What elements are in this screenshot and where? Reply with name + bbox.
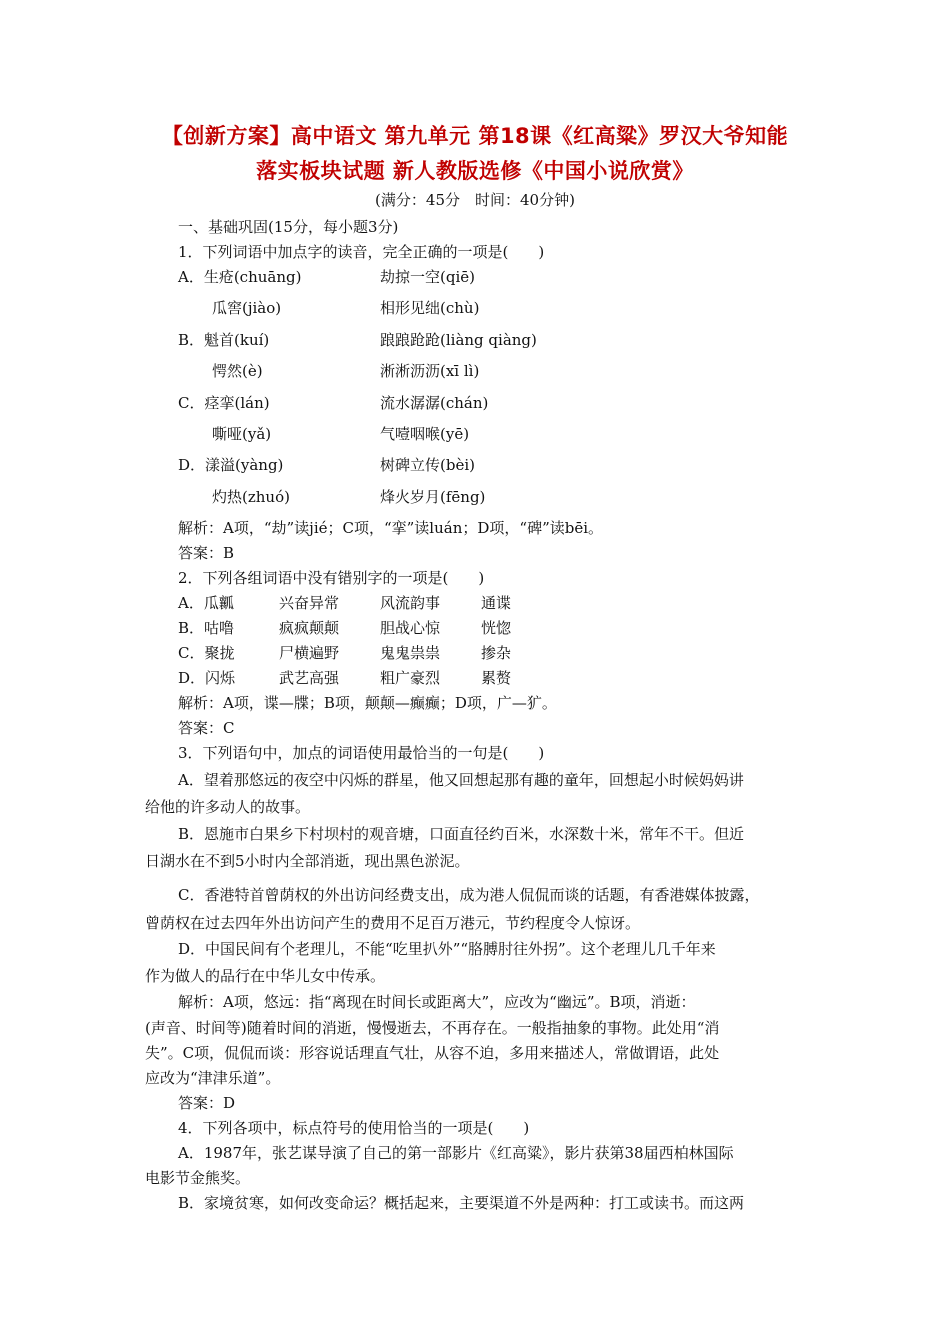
q3-analysis-line-3: 失”。C项，侃侃而谈：形容说话理直气壮，从容不迫，多用来描述人，常做谓语，此处 <box>145 1044 720 1062</box>
q3-option-a-line-1: A．望着那悠远的夜空中闪烁的群星，他又回想起那有趣的童年，回想起小时候妈妈讲 <box>178 771 744 789</box>
q4-option-a-line-2: 电影节金熊奖。 <box>145 1169 251 1187</box>
q1-option-a-4: 相形见绌(chù) <box>380 299 480 317</box>
q4-option-a-line-1: A．1987年，张艺谋导演了自己的第一部影片《红高粱》，影片获第38届西柏林国际 <box>178 1144 734 1162</box>
q2-answer: 答案：C <box>178 719 235 737</box>
q2-row-d-4: 累赘 <box>481 669 512 687</box>
q2-row-c-4: 掺杂 <box>481 644 512 662</box>
q1-option-d-3: 灼热(zhuó) <box>212 488 290 506</box>
q1-option-b-3: 愕然(è) <box>212 362 263 380</box>
q1-option-b-2: 踉踉跄跄(liàng qiàng) <box>380 331 537 349</box>
q2-row-b-3: 胆战心惊 <box>380 619 441 637</box>
q1-stem: 1．下列词语中加点字的读音，完全正确的一项是( ) <box>178 243 545 261</box>
q1-option-a-2: 劫掠一空(qiē) <box>380 268 475 286</box>
q1-option-a-3: 瓜窖(jiào) <box>212 299 282 317</box>
q4-option-b-line-1: B．家境贫寒，如何改变命运？概括起来，主要渠道不外是两种：打工或读书。而这两 <box>178 1194 745 1212</box>
q2-row-d-1: D．闪烁 <box>178 669 236 687</box>
q1-analysis: 解析：A项，“劫”读jié；C项，“挛”读luán；D项，“碑”读bēi。 <box>178 519 604 537</box>
q2-row-a-3: 风流韵事 <box>380 594 441 612</box>
q1-answer: 答案：B <box>178 544 235 562</box>
q3-answer: 答案：D <box>178 1094 236 1112</box>
q4-stem: 4．下列各项中，标点符号的使用恰当的一项是( ) <box>178 1119 530 1137</box>
q3-option-b-line-1: B．恩施市白果乡下村坝村的观音塘，口面直径约百米，水深数十米，常年不干。但近 <box>178 825 745 843</box>
q2-row-a-1: A．瓜瓤 <box>178 594 234 612</box>
q3-option-b-line-2: 日湖水在不到5小时内全部消逝，现出黑色淤泥。 <box>145 852 470 870</box>
q3-analysis-line-4: 应改为“津津乐道”。 <box>145 1069 281 1087</box>
q2-row-a-2: 兴奋异常 <box>279 594 340 612</box>
q2-row-c-2: 尸横遍野 <box>279 644 340 662</box>
q1-option-c-2: 流水潺潺(chán) <box>380 394 489 412</box>
q2-row-d-3: 粗广豪烈 <box>380 669 441 687</box>
q1-option-d-2: 树碑立传(bèi) <box>380 456 475 474</box>
score-time-note: (满分：45分 时间：40分钟) <box>375 191 575 209</box>
q3-option-d-line-1: D．中国民间有个老理儿，不能“吃里扒外”“胳膊肘往外拐”。这个老理儿几千年来 <box>178 940 716 958</box>
q1-option-c-1: C．痉挛(lán) <box>178 394 270 412</box>
document-title-line-1: 【创新方案】高中语文 第九单元 第18课《红高粱》罗汉大爷知能 <box>161 124 789 148</box>
q2-row-d-2: 武艺高强 <box>279 669 340 687</box>
q3-option-c-line-1: C．香港特首曾荫权的外出访问经费支出，成为港人侃侃而谈的话题，有香港媒体披露， <box>178 886 760 904</box>
q1-option-a-1: A．生疮(chuāng) <box>178 268 302 286</box>
q3-option-c-line-2: 曾荫权在过去四年外出访问产生的费用不足百万港元，节约程度令人惊讶。 <box>145 914 641 932</box>
section-heading: 一、基础巩固(15分，每小题3分) <box>178 218 399 236</box>
q3-stem: 3．下列语句中，加点的词语使用最恰当的一句是( ) <box>178 744 545 762</box>
q2-row-b-1: B．咕噜 <box>178 619 235 637</box>
q3-analysis-line-2: (声音、时间等)随着时间的消逝，慢慢逝去，不再存在。一般指抽象的事物。此处用“消 <box>145 1019 720 1037</box>
q2-row-a-4: 通谍 <box>481 594 512 612</box>
q1-option-b-1: B．魁首(kuí) <box>178 331 270 349</box>
document-title-line-2: 落实板块试题 新人教版选修《中国小说欣赏》 <box>256 159 694 183</box>
q1-option-c-3: 嘶哑(yǎ) <box>212 425 272 443</box>
q1-option-c-4: 气噎咽喉(yē) <box>380 425 470 443</box>
q3-option-d-line-2: 作为做人的品行在中华儿女中传承。 <box>145 967 386 985</box>
q2-row-b-4: 恍惚 <box>481 619 512 637</box>
q2-row-c-1: C．聚拢 <box>178 644 235 662</box>
q2-analysis: 解析：A项，谍—牒；B项，颠颠—癫癫；D项，广—犷。 <box>178 694 557 712</box>
q2-row-c-3: 鬼鬼祟祟 <box>380 644 441 662</box>
q1-option-d-4: 烽火岁月(fēng) <box>380 488 486 506</box>
q2-stem: 2．下列各组词语中没有错别字的一项是( ) <box>178 569 485 587</box>
q2-row-b-2: 疯疯颠颠 <box>279 619 340 637</box>
q1-option-d-1: D．漾溢(yàng) <box>178 456 284 474</box>
q1-option-b-4: 淅淅沥沥(xī lì) <box>380 362 480 380</box>
q3-option-a-line-2: 给他的许多动人的故事。 <box>145 798 311 816</box>
q3-analysis-line-1: 解析：A项，悠远：指“离现在时间长或距离大”，应改为“幽远”。B项，消逝： <box>178 993 696 1011</box>
